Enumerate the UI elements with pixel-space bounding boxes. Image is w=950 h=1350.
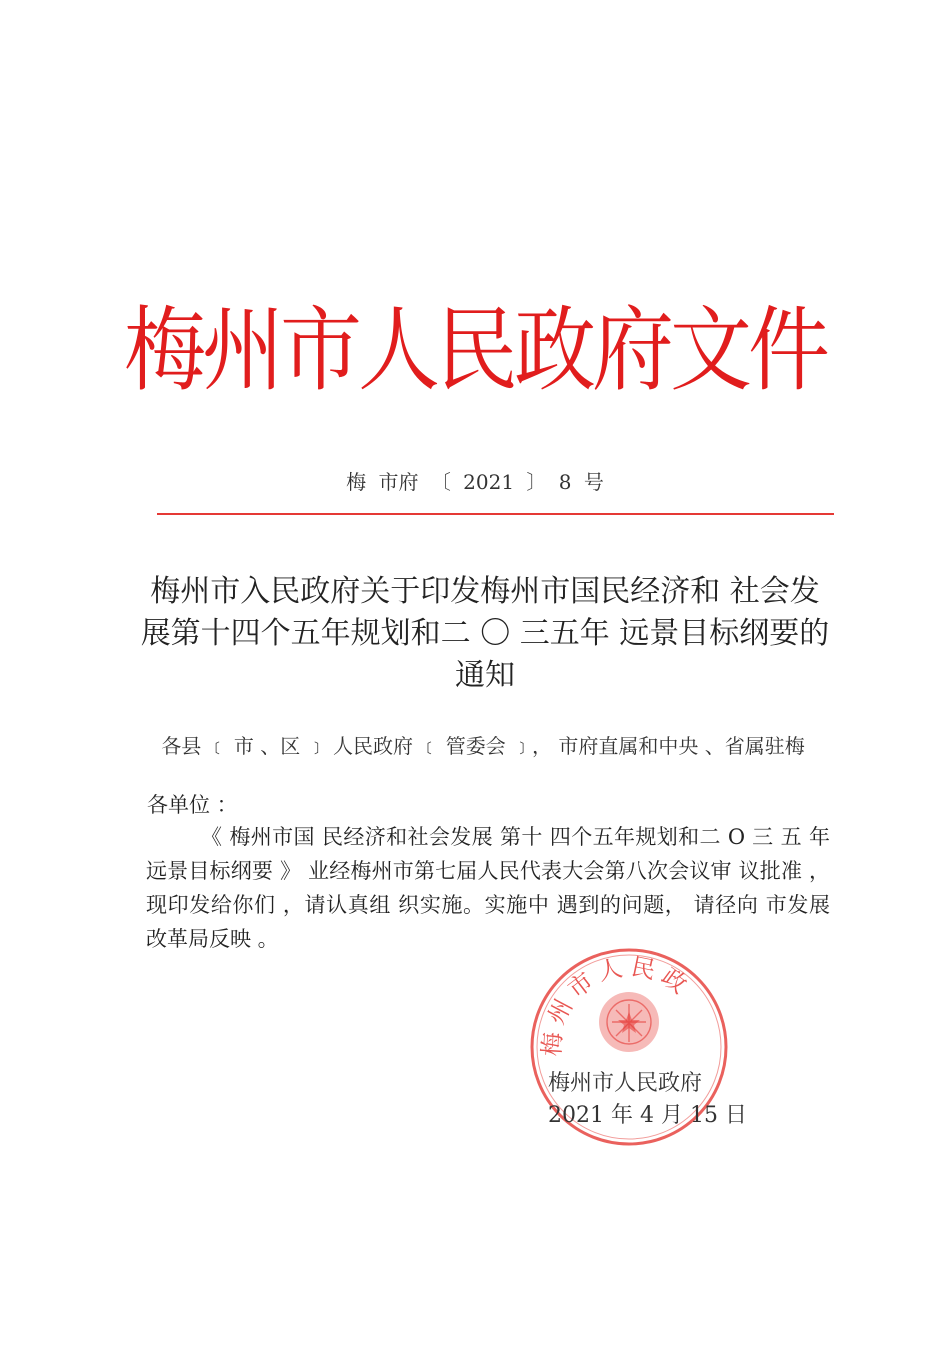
issuer-name: 梅州市人民政府 xyxy=(548,1071,703,1096)
red-header-title: 梅州市人民政府文件 xyxy=(123,298,826,405)
seal-arc-text: 梅州市人民政 xyxy=(537,952,697,1057)
addressee-units: 各单位 ： xyxy=(147,793,238,817)
body-paragraph: 《 梅州市国 民经济和社会发展 第十 四个五年规划和二 O 三 五 年远景目标纲要 》 业经梅州市第七届人民代表大会第八次会议审 议批准 ，现印发给你们 ，请认真组 织实施。实施中 遇到的问题， 请径向 市发展改革局反映 。 xyxy=(146,825,830,951)
signature-block xyxy=(548,1068,747,1132)
red-divider-line xyxy=(157,513,834,515)
issue-date: 2021 年 4 月 15 日 xyxy=(548,1103,747,1128)
document-number: 梅 市府 〔 2021 〕 8 号 xyxy=(346,470,604,494)
notice-title: 梅州市入民政府关于印发梅州市国民经济和 社会发展第十四个五年规划和二 〇 三五年 远景目标纲要的通知 xyxy=(140,574,830,693)
addressee-line: 各县 ﹝ 市 、区 ﹞ 人民政府 ﹝ 管委会 ﹞， 市府直属和中央 、省属驻梅 xyxy=(161,734,805,758)
